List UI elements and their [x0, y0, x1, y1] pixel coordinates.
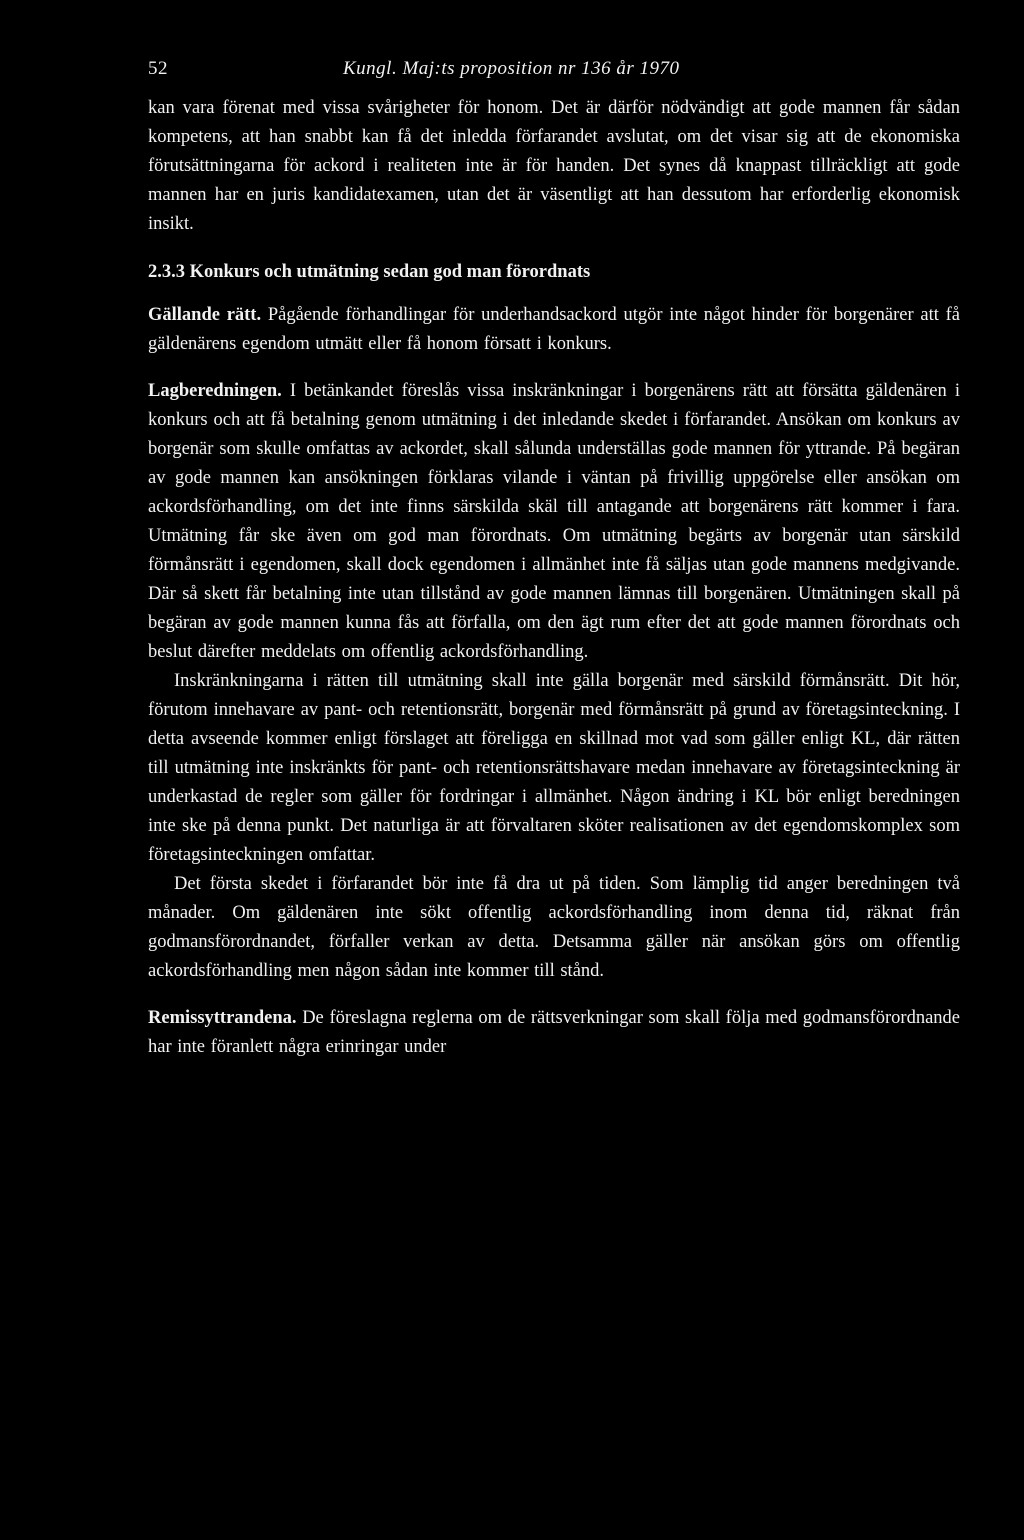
paragraph-body: Pågående förhandlingar för underhandsackord utgör inte något hinder för borgenärer att få gäldenärens egendom utmätt eller få honom försatt i konkurs. — [148, 305, 961, 354]
page-header — [148, 58, 960, 94]
paragraph-lead: Gällande rätt. — [148, 305, 262, 325]
paragraph-remissyttrandena — [148, 1004, 960, 1062]
paragraph-body: De föreslagna reglerna om de rättsverkningar som skall följa med godmansförordnande har inte föranlett några erinringar under — [148, 1008, 960, 1057]
paragraph-forsta-skedet: Det första skedet i förfarandet bör inte få dra ut på tiden. Som lämplig tid anger beredningen två månader. Om gäldenären inte sökt offentlig ackordsförhandling inom denna tid, räknat från godmansförordnandet, förfaller verkan av detta. Detsamma gäller när ansökan görs om offentlig ackordsförhandling men någon sådan inte kommer till stånd. — [148, 874, 960, 981]
running-title: Kungl. Maj:ts proposition nr 136 år 1970 — [343, 58, 680, 79]
paragraph-body: I betänkandet föreslås vissa inskränkningar i borgenärens rätt att försätta gäldenären i konkurs och att få betalning genom utmätning i det inledande skedet i förfarandet. Ansökan om konkurs av borgenär som skulle omfattas av ackordet, skall sålunda underställas gode mannen för yttrande. På begäran av gode mannen kan ansökningen förklaras vilande i väntan på frivillig uppgörelse eller ansökan om ackordsförhandling, om det inte finns särskilda skäl till antagande att borgenärens rätt kommer i fara. Utmätning får ske även om god man förordnats. Om utmätning begärts av borgenär utan särskild förmånsrätt i egendomen, skall dock egendomen i allmänhet inte få säljas utan gode mannens medgivande. Där så skett får betalning inte utan tillstånd av gode mannen lämnas till borgenären. Utmätningen skall på begäran av gode mannen kunna fås att förfalla, om den ägt rum efter det att gode mannen förordnats och beslut därefter meddelats om offentlig ackordsförhandling. — [148, 381, 960, 662]
paragraph-lead: Remissyttrandena. — [148, 1008, 297, 1028]
document-page — [148, 58, 960, 1062]
paragraph-lead: Lagberedningen. — [148, 381, 282, 401]
section-heading: 2.3.3 Konkurs och utmätning sedan god man förordnats — [148, 262, 591, 282]
paragraph-lagberedningen — [148, 377, 960, 667]
paragraph-gallande-ratt — [148, 301, 960, 359]
paragraph-inskrankningarna: Inskränkningarna i rätten till utmätning skall inte gälla borgenär med särskild förmånsrätt. Dit hör, förutom innehavare av pant- och retentionsrätt, borgenär med förmånsrätt på grund av företagsinteckning. I detta avseende kommer enligt förslaget att föreligga en skillnad mot vad som gäller enligt KL, där rätten till utmätning inte inskränkts för pant- och retentionsrättshavare medan innehavare av företagsinteckning är underkastad de regler som gäller för fordringar i allmänhet. Någon ändring i KL bör enligt beredningen inte ske på denna punkt. Det naturliga är att förvaltaren sköter realisationen av det egendomskomplex som företagsinteckningen omfattar. — [148, 671, 960, 865]
page-number: 52 — [148, 58, 168, 79]
paragraph-continuation: kan vara förenat med vissa svårigheter för honom. Det är därför nödvändigt att gode mannen får sådan kompetens, att han snabbt kan få det inledda förfarandet avslutat, om det visar sig att de ekonomiska förutsättningarna för ackord i realiteten inte är för handen. Det synes då knappast tillräckligt att gode mannen har en juris kandidatexamen, utan det är väsentligt att han dessutom har erforderlig ekonomisk insikt. — [148, 98, 960, 234]
